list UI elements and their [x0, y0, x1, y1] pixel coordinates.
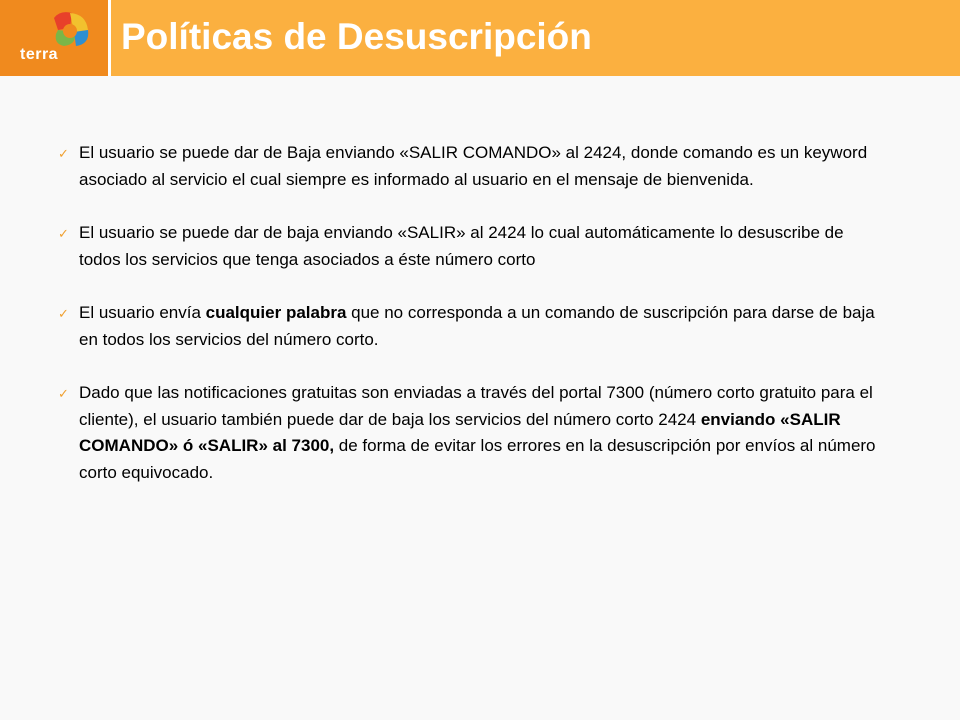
terra-logo-icon: [0, 0, 108, 76]
bullet-text: [79, 303, 875, 349]
bullet-segment: El usuario envía: [79, 303, 206, 322]
checkmark-icon: ✓: [58, 226, 69, 241]
bullet-text: [79, 383, 876, 482]
bullet-item: [58, 380, 888, 486]
bullet-text: [79, 223, 844, 269]
bullet-bold-segment: enviando «SALIR COMANDO» ó «SALIR» al 7300,: [79, 409, 841, 455]
bullet-segment: El usuario se puede dar de Baja enviando «SALIR COMANDO» al 2424, donde comando es un keyword asociado al servicio el cual siempre es informado al usuario en el mensaje de bienvenida.: [79, 143, 868, 189]
checkmark-icon: ✓: [58, 146, 69, 161]
slide-header: [0, 0, 960, 76]
bullet-bold-segment: cualquier palabra: [205, 303, 347, 322]
bullet-segment: Dado que las notificaciones gratuitas son enviadas a través del portal 7300 (número corto gratuito para el cliente), el usuario también puede dar de baja los servicios del número corto 2424: [79, 383, 873, 429]
terra-logo: [0, 0, 108, 76]
checkmark-icon: ✓: [58, 306, 69, 321]
checkmark-icon: ✓: [58, 386, 69, 401]
bullet-segment: que no corresponda a un comando de suscripción para darse de baja en todos los servicios del número corto.: [79, 303, 875, 349]
bullet-item: [58, 140, 888, 193]
bullet-list: [58, 140, 888, 513]
bullet-segment: de forma de evitar los errores en la desuscripción por envíos al número corto equivocado.: [79, 436, 876, 482]
logo-text: terra: [20, 46, 59, 63]
bullet-text: [79, 143, 867, 189]
slide-title: Políticas de Desuscripción: [121, 16, 592, 57]
bullet-item: [58, 300, 888, 353]
bullet-segment: El usuario se puede dar de baja enviando «SALIR» al 2424 lo cual automáticamente lo desuscribe de todos los servicios que tenga asociados a éste número corto: [79, 223, 844, 269]
title-bar: [111, 0, 960, 76]
bullet-item: [58, 220, 888, 273]
